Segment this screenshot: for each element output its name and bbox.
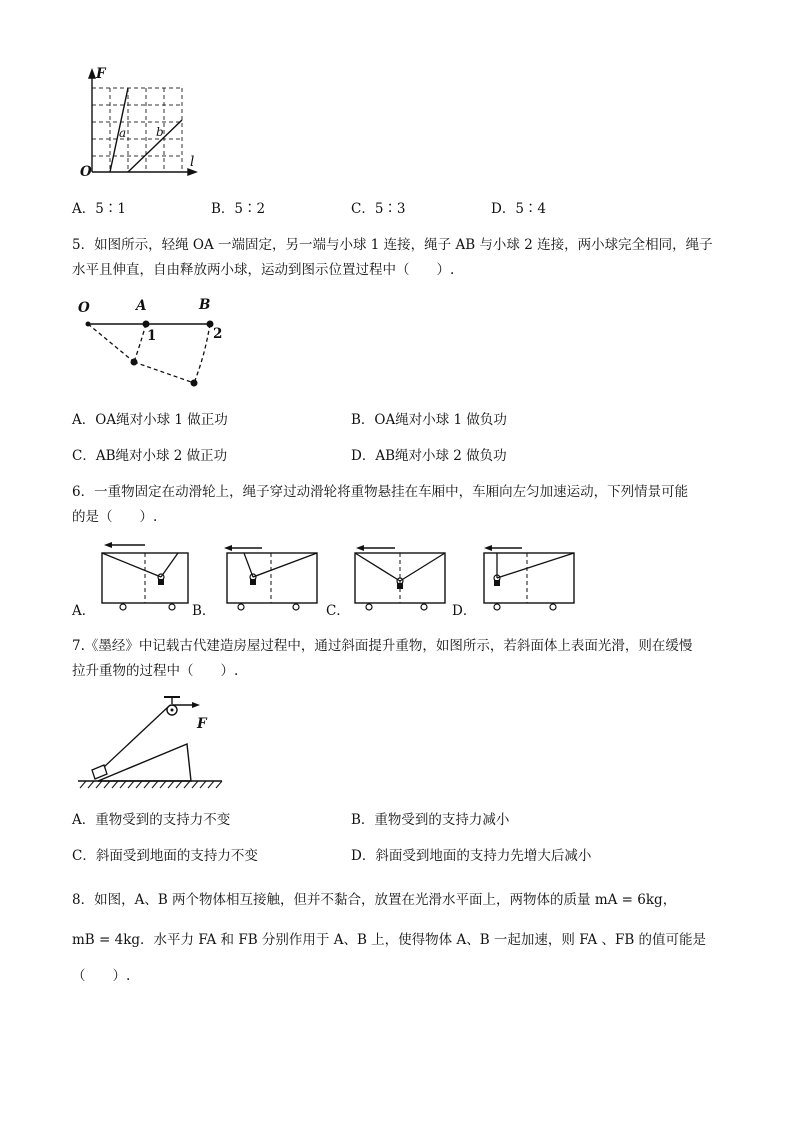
point-a-label: A — [136, 298, 147, 314]
q5-option-b[interactable]: B．OA绳对小球 1 做负功 — [351, 412, 507, 428]
q7-option-c[interactable]: C．斜面受到地面的支持力不变 — [72, 848, 258, 864]
force-f-label: F — [197, 716, 207, 732]
q4-option-d[interactable]: D．5∶4 — [491, 201, 547, 217]
q6-option-a[interactable]: A． — [72, 603, 96, 619]
ball-1-label: 1 — [147, 328, 157, 344]
axis-label-l: l — [190, 154, 195, 170]
q8-stem-line1: 8．如图，A、B 两个物体相互接触，但并不黏合，放置在光滑水平面上，两物体的质量 mA = 6kg， — [72, 892, 677, 908]
q4-option-c[interactable]: C．5∶3 — [351, 201, 406, 217]
q8-stem-line2: mB = 4kg．水平力 FA 和 FB 分别作用于 A、B 上，使得物体 A、B 一起加速，则 FA 、FB 的值可能是 — [72, 932, 707, 948]
point-o-label: O — [78, 300, 90, 316]
q5-stem-line1: 5．如图所示，轻绳 OA 一端固定，另一端与小球 1 连接，绳子 AB 与小球 2 连接，两小球完全相同，绳子 — [72, 237, 713, 253]
point-b-label: B — [199, 297, 211, 313]
q7-stem-line2: 拉升重物的过程中（ ）. — [72, 663, 239, 679]
q5-option-d[interactable]: D．AB绳对小球 2 做负功 — [351, 448, 507, 464]
line-b-label: b — [156, 125, 164, 139]
q6-stem-line1: 6．一重物固定在动滑轮上，绳子穿过动滑轮将重物悬挂在车厢中，车厢向左匀加速运动，下列情景可能 — [72, 484, 689, 500]
q7-option-d[interactable]: D．斜面受到地面的支持力先增大后减小 — [351, 848, 592, 864]
origin-label: O — [80, 164, 92, 180]
q5-option-c[interactable]: C．AB绳对小球 2 做正功 — [72, 448, 228, 464]
ball-2-label: 2 — [213, 326, 223, 342]
q4-option-a[interactable]: A．5∶1 — [72, 201, 126, 217]
q5-option-a[interactable]: A．OA绳对小球 1 做正功 — [72, 412, 228, 428]
q6-option-b[interactable]: B． — [192, 603, 216, 619]
q6-option-d[interactable]: D． — [452, 603, 477, 619]
q7-option-a[interactable]: A．重物受到的支持力不变 — [72, 812, 231, 828]
q6-stem-line2: 的是（ ）. — [72, 509, 158, 525]
axis-label-f: F — [96, 66, 106, 82]
q6-option-c[interactable]: C． — [326, 603, 350, 619]
q5-stem-line2: 水平且伸直，自由释放两小球，运动到图示位置过程中（ ）. — [72, 262, 455, 278]
q8-stem-line3: （ ）. — [72, 968, 131, 984]
line-a-label: a — [119, 126, 127, 140]
q4-option-b[interactable]: B．5∶2 — [211, 201, 266, 217]
q7-option-b[interactable]: B．重物受到的支持力减小 — [351, 812, 510, 828]
q7-stem-line1: 7.《墨经》中记载古代建造房屋过程中，通过斜面提升重物，如图所示，若斜面体上表面光滑，则在缓慢 — [72, 638, 693, 654]
